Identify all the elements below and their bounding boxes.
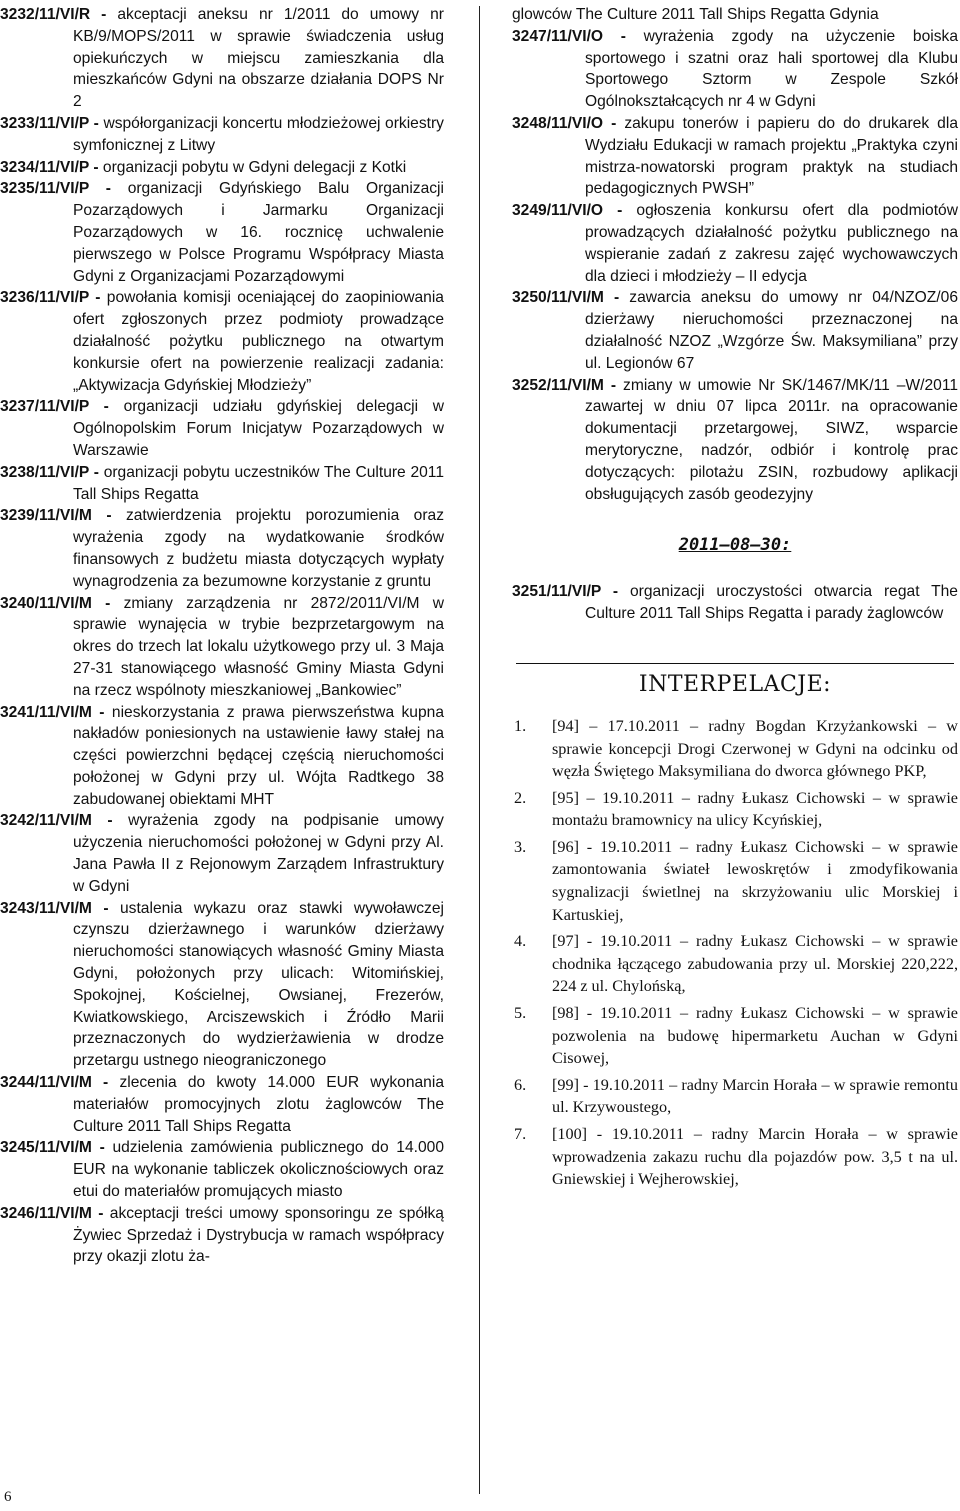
continuation-text: glowców The Culture 2011 Tall Ships Regatta Gdynia bbox=[512, 6, 879, 23]
resolution-text: powołania komisji oceniającej do zaopiniowania ofert zgłoszonych przez podmioty prowadzące działalność pożytku publicznego na otwartym konkursie ofert na powierzenie realizacji zadania: „Aktywizacja Gdyńskiej Młodzieży” bbox=[73, 289, 444, 394]
date-heading: 2011–08–30: bbox=[678, 535, 792, 556]
interpelacja-item bbox=[512, 836, 958, 926]
resolution-entry bbox=[512, 287, 958, 374]
resolution-number: 3235/11/VI/P - bbox=[0, 180, 111, 198]
resolution-number: 3250/11/VI/M - bbox=[512, 289, 620, 307]
resolution-number: 3240/11/VI/M - bbox=[0, 594, 111, 612]
interpelacja-item bbox=[512, 1074, 958, 1119]
resolution-text: ustalenia wykazu oraz stawki wywoławczej czynszu dzierżawnego i warunków dzierżawy nieruchomości stanowiących własność Gminy Miasta Gdyni, położonych przy ulicach: Witomińskiej, Spokojnej, Kościelnej, Owsianej, Frezerów, Kwiatkowskiego, Arciszewskich i Źródło Marii przeznaczonych do wydzierżawienia w drodze przetargu ustnego nieograniczonego bbox=[73, 899, 444, 1070]
resolution-text: zmiany w umowie Nr SK/1467/MK/11 –W/2011 zawartej w dniu 07 lipca 2011r. na opracowanie dokumentacji przetargowej, SIWZ, wsparcie merytoryczne, nadzór, odbiór i kontrolę prac dotyczących: pilotażu ZSIN, rozbudowy aplikacji obsługujących zasób geodezyjny bbox=[585, 376, 959, 503]
resolution-entry bbox=[0, 157, 444, 179]
left-column bbox=[0, 4, 444, 1268]
resolution-entry bbox=[0, 702, 444, 811]
resolution-number: 3233/11/VI/P - bbox=[0, 114, 99, 132]
resolution-entry bbox=[0, 287, 444, 396]
resolution-number: 3244/11/VI/M - bbox=[0, 1074, 109, 1092]
resolution-entry bbox=[512, 375, 958, 506]
resolution-number: 3242/11/VI/M - bbox=[0, 812, 113, 830]
resolution-entry bbox=[0, 1072, 444, 1137]
resolution-entry bbox=[0, 4, 444, 113]
resolution-number: 3236/11/VI/P - bbox=[0, 289, 101, 307]
resolution-text: udzielenia zamówienia publicznego do 14.000 EUR na wykonanie tabliczek okolicznościowych oraz etui do materiałów promujących miasto bbox=[73, 1139, 444, 1201]
resolution-number: 3245/11/VI/M - bbox=[0, 1139, 105, 1157]
resolution-entry bbox=[0, 1137, 444, 1202]
resolution-entry bbox=[0, 396, 444, 461]
item-number: 1. bbox=[514, 716, 527, 735]
resolution-entry bbox=[0, 1203, 444, 1268]
resolution-entry bbox=[0, 178, 444, 287]
section-rule bbox=[516, 663, 954, 664]
item-number: 6. bbox=[514, 1075, 527, 1094]
resolution-entry bbox=[0, 505, 444, 592]
page-number: 6 bbox=[4, 1489, 12, 1505]
item-text: [99] - 19.10.2011 – radny Marcin Horała – w sprawie remontu ul. Krzywoustego, bbox=[552, 1075, 958, 1117]
resolution-entry bbox=[512, 200, 958, 287]
resolution-entry bbox=[512, 113, 958, 200]
resolution-text: akceptacji treści umowy sponsoringu ze spółką Żywiec Sprzedaż i Dystrybucja w ramach współpracy przy okazji zlotu ża- bbox=[73, 1204, 444, 1266]
resolution-entry bbox=[512, 26, 958, 113]
resolution-entry bbox=[512, 581, 958, 625]
resolution-text: zlecenia do kwoty 14.000 EUR wykonania materiałów promocyjnych zlotu żaglowców The Culture 2011 Tall Ships Regatta bbox=[73, 1074, 444, 1135]
resolution-text: organizacji uroczystości otwarcia regat The Culture 2011 Tall Ships Regatta i parady żaglowców bbox=[585, 583, 958, 623]
item-text: [100] - 19.10.2011 – radny Marcin Horała – w sprawie wprowadzenia zakazu ruchu dla pojazdów pow. 3,5 t na ul. Gniewskiej i Wejherowskiej, bbox=[552, 1125, 958, 1189]
resolution-text: ogłoszenia konkursu ofert dla podmiotów prowadzących działalność pożytku publicznego na wspieranie zadań z zakresu zajęć wychowawczych dla dzieci i młodzieży – II edycja bbox=[585, 202, 958, 285]
item-text: [97] - 19.10.2011 – radny Łukasz Cichowski – w sprawie chodnika łączącego zabudowania przy ul. Morskiej 220,222, 224 z ul. Chylońską, bbox=[552, 932, 958, 996]
resolution-number: 3234/11/VI/P - bbox=[0, 158, 99, 176]
item-number: 5. bbox=[514, 1004, 527, 1023]
resolution-entry bbox=[0, 898, 444, 1072]
interpelacja-item bbox=[512, 1002, 958, 1070]
resolution-number: 3238/11/VI/P - bbox=[0, 463, 99, 481]
resolution-text: wyrażenia zgody na podpisanie umowy użyczenia nieruchomości położonej w Gdyni przy Al. Jana Pawła II z Rejonowym Zarządem Infrastruktury w Gdyni bbox=[73, 812, 444, 895]
item-number: 4. bbox=[514, 932, 527, 951]
resolution-number: 3252/11/VI/M - bbox=[512, 376, 617, 394]
interpelacje-title: INTERPELACJE: bbox=[638, 671, 832, 697]
resolution-entry bbox=[0, 113, 444, 157]
date-entries bbox=[512, 581, 958, 625]
resolution-text: współorganizacji koncertu młodzieżowej orkiestry symfonicznej z Litwy bbox=[73, 114, 444, 154]
resolution-number: 3243/11/VI/M - bbox=[0, 899, 109, 917]
item-number: 2. bbox=[514, 788, 527, 807]
interpelacja-item bbox=[512, 715, 958, 783]
item-text: [95] – 19.10.2011 – radny Łukasz Cichowski – w sprawie montażu bramownicy na ulicy Kcyńskiej, bbox=[552, 788, 958, 830]
resolution-text: organizacji pobytu w Gdyni delegacji z Kotki bbox=[102, 158, 407, 176]
interpelacja-item bbox=[512, 787, 958, 832]
interpelacja-item bbox=[512, 930, 958, 998]
item-number: 3. bbox=[514, 837, 527, 856]
resolution-text: organizacji Gdyńskiego Balu Organizacji Pozarządowych i Jarmarku Organizacji Pozarządowych w 16. rocznicę uchwalenie pierwszego w Polsce Programu Współpracy Miasta Gdyni z Organizacjami Pozarządowymi bbox=[73, 180, 444, 285]
item-text: [96] - 19.10.2011 – radny Łukasz Cichowski – w sprawie zamontowania świateł lewoskrętów i zmodyfikowania sygnalizacji świetlnej na skrzyżowaniu ulic Morskiej i Kartuskiej, bbox=[552, 837, 958, 924]
item-text: [94] – 17.10.2011 – radny Bogdan Krzyżankowski – w sprawie koncepcji Drogi Czerwonej w Gdyni na odcinku od węzła Świętego Maksymiliana do dworca głównego PKP, bbox=[552, 716, 958, 781]
resolution-number: 3247/11/VI/O - bbox=[512, 27, 626, 45]
resolution-entry bbox=[0, 462, 444, 506]
resolution-text: zawarcia aneksu do umowy nr 04/NZOZ/06 dzierżawy nieruchomości przeznaczonej na działalność NZOZ „Wzgórze Św. Maksymiliana” przy ul. Legionów 67 bbox=[585, 289, 958, 372]
resolution-text: akceptacji aneksu nr 1/2011 do umowy nr KB/9/MOPS/2011 w sprawie świadczenia usług opiekuńczych w miejscu zamieszkania dla mieszkańców Gdyni na obszarze działania DOPS Nr 2 bbox=[73, 6, 444, 111]
resolution-entry bbox=[0, 593, 444, 702]
resolution-number: 3239/11/VI/M - bbox=[0, 507, 112, 525]
interpelacja-item bbox=[512, 1123, 958, 1191]
resolution-number: 3246/11/VI/M - bbox=[0, 1204, 104, 1222]
right-entries bbox=[512, 26, 958, 506]
right-column bbox=[512, 4, 958, 1195]
resolution-number: 3248/11/VI/O - bbox=[512, 114, 617, 132]
resolution-text: zatwierdzenia projektu porozumienia oraz wyrażenia zgody na wydatkowanie środków finansowych z budżetu miasta dotyczących wypłaty wynagrodzenia za bezumowne korzystanie z gruntu bbox=[73, 507, 444, 590]
item-number: 7. bbox=[514, 1125, 527, 1144]
resolution-entry bbox=[0, 810, 444, 897]
resolution-text: zakupu tonerów i papieru do do drukarek dla Wydziału Edukacji w ramach projektu „Praktyka czyni mistrza-nowatorski program praktyk na studiach pedagogicznych PWSH” bbox=[585, 114, 958, 198]
resolution-text: organizacji pobytu uczestników The Culture 2011 Tall Ships Regatta bbox=[73, 463, 444, 503]
resolution-text: wyrażenia zgody na użyczenie boiska sportowego i szatni oraz hali sportowej dla Klubu Sportowego Sztorm w Zespole Szkół Ogólnokształcących nr 4 w Gdyni bbox=[585, 27, 959, 111]
resolution-text: nieskorzystania z prawa pierwszeństwa kupna nakładów poniesionych na ustawienie ławy stałej na części powierzchni będącej częścią nieruchomości położonej w Gdyni przy ul. Wójta Radtkego 38 zabudowanej obiektami MHT bbox=[73, 703, 445, 808]
resolution-number: 3249/11/VI/O - bbox=[512, 202, 623, 220]
resolution-number: 3237/11/VI/P - bbox=[0, 398, 109, 416]
resolution-number: 3241/11/VI/M - bbox=[0, 703, 105, 721]
column-divider bbox=[479, 6, 480, 1494]
interpelacje-list bbox=[512, 715, 958, 1191]
resolution-text: organizacji udziału gdyńskiej delegacji w Ogólnopolskim Forum Inicjatyw Pozarządowych w Warszawie bbox=[73, 398, 444, 459]
resolution-number: 3232/11/VI/R - bbox=[0, 6, 107, 23]
resolution-text: zmiany zarządzenia nr 2872/2011/VI/M w sprawie wynajęcia w trybie bezprzetargowym na okres do trzech lat lokalu użytkowego przy ul. 3 Maja 27-31 stanowiącego własność Gminy Miasta Gdyni na rzecz wspólnoty mieszkaniowej „Bankowiec” bbox=[73, 594, 445, 699]
resolution-number: 3251/11/VI/P - bbox=[512, 583, 619, 601]
item-text: [98] - 19.10.2011 – radny Łukasz Cichowski – w sprawie pozwolenia na budowę hipermarketu Auchan w Gdyni Cisowej, bbox=[552, 1004, 958, 1068]
